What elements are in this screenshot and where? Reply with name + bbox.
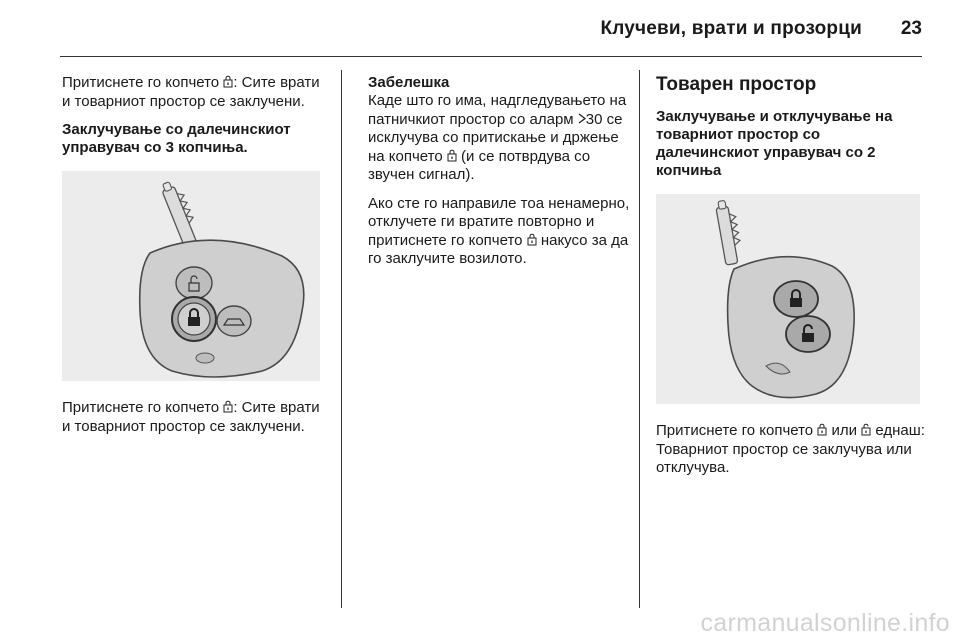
column-2 [368,74,630,279]
note-title: Забелешка [368,74,450,91]
subhead-2-button-remote: Заклучување и отклучување на товарниот простор со далечинскиот управувач со 2 копчиња [656,108,893,179]
column-divider-1 [341,70,342,608]
lock-icon [447,149,457,162]
paragraph-cargo-lock: Притиснете го копчето или еднаш: Товарниот простор се заклучува или отклучува. [656,422,925,476]
remote-3-button-illustration [62,171,320,381]
page-reference-arrow-icon [578,112,586,125]
paragraph-unintended: Ако сте го направиле тоа ненамерно, отклучете ги вратите повторно и притиснете го копчето накусо за да го заклучите возилото. [368,194,630,267]
header-rule [60,56,922,57]
unlock-icon [861,423,871,436]
column-divider-2 [639,70,640,608]
lock-icon [817,423,827,436]
lock-icon [527,233,537,246]
page-number: 23 [900,18,922,39]
subhead-3-button-remote: Заклучување со далечинскиот управувач со 3 копчиња. [62,121,291,156]
column-1 [62,74,330,446]
paragraph-lock-all: Притиснете го копчето : Сите врати и товарниот простор се заклучени. [62,74,320,110]
remote-2-button-illustration [656,194,920,404]
note-body: Каде што го има, надгледувањето на патничкиот простор со аларм 30 се исклучува со притискање и држење на копчето (и се потврдува со звучен сигнал). [368,92,627,183]
page-title: Клучеви, врати и прозорци [600,18,862,39]
watermark: carmanualsonline.info [700,609,950,637]
lock-icon [223,400,233,413]
lock-icon [223,75,233,88]
section-title-cargo: Товарен простор [656,74,817,95]
paragraph-lock-all-repeat: Притиснете го копчето : Сите врати и товарниот простор се заклучени. [62,399,320,435]
column-3 [656,74,926,488]
